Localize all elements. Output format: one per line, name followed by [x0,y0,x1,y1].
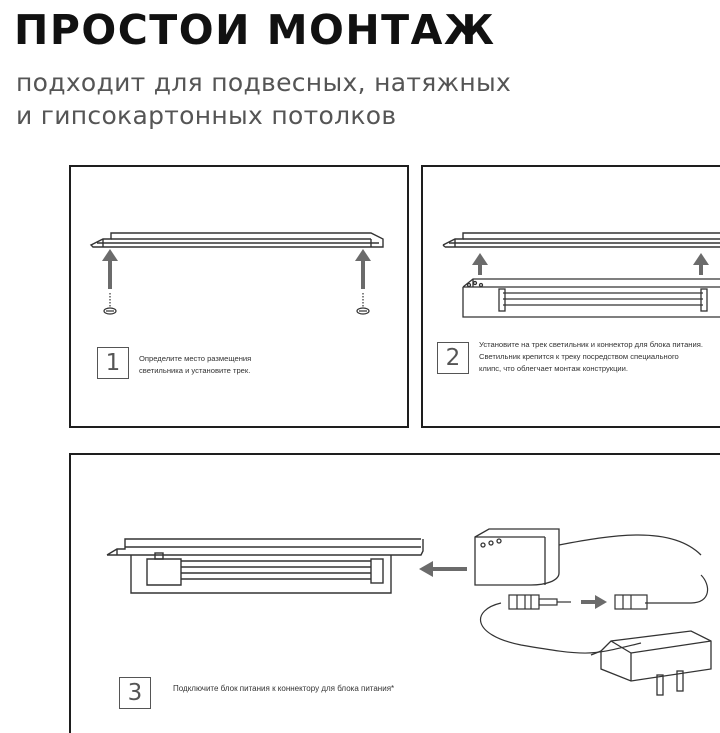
arrow-right-icon [581,595,607,609]
arrow-up-icon [472,253,488,275]
step-1-panel [69,165,409,428]
page-title: ПРОСТОИ МОНТАЖ [14,6,496,54]
page-subtitle [16,66,511,132]
step-2-illustration [423,167,720,428]
screw-icon [104,293,116,314]
step-number: 3 [119,677,151,709]
luminaire [463,279,720,317]
step-3-illustration [71,455,720,733]
track-profile [91,233,383,247]
power-adapter-icon [591,631,711,695]
subtitle-line-1: подходит для подвесных, натяжных [16,68,512,97]
track-profile [443,233,720,247]
jack-plug-icon [509,595,571,609]
arrow-up-icon [355,249,371,289]
arrow-up-icon [102,249,118,289]
screw-icon [357,293,369,314]
step-2-caption: Установите на трек светильник и коннектор для блока питания. Светильник крепится к треку посредством специального клипс, что облегчает монтаж конструкции. [479,340,703,373]
subtitle-line-2: и гипсокартонных потолков [16,101,397,130]
power-connector [475,529,701,585]
step-number: 2 [437,342,469,374]
arrow-left-icon [419,561,467,577]
step-2-panel [421,165,720,428]
step-number: 1 [97,347,129,379]
jack-plug-icon [615,595,647,609]
arrow-up-icon [693,253,709,275]
step-1-caption: Определите место размещения светильника и установите трек. [139,354,252,375]
step-1-illustration [71,167,409,428]
step-3-caption: Подключите блок питания к коннектору для блока питания* [173,684,395,693]
step-3-panel [69,453,720,733]
